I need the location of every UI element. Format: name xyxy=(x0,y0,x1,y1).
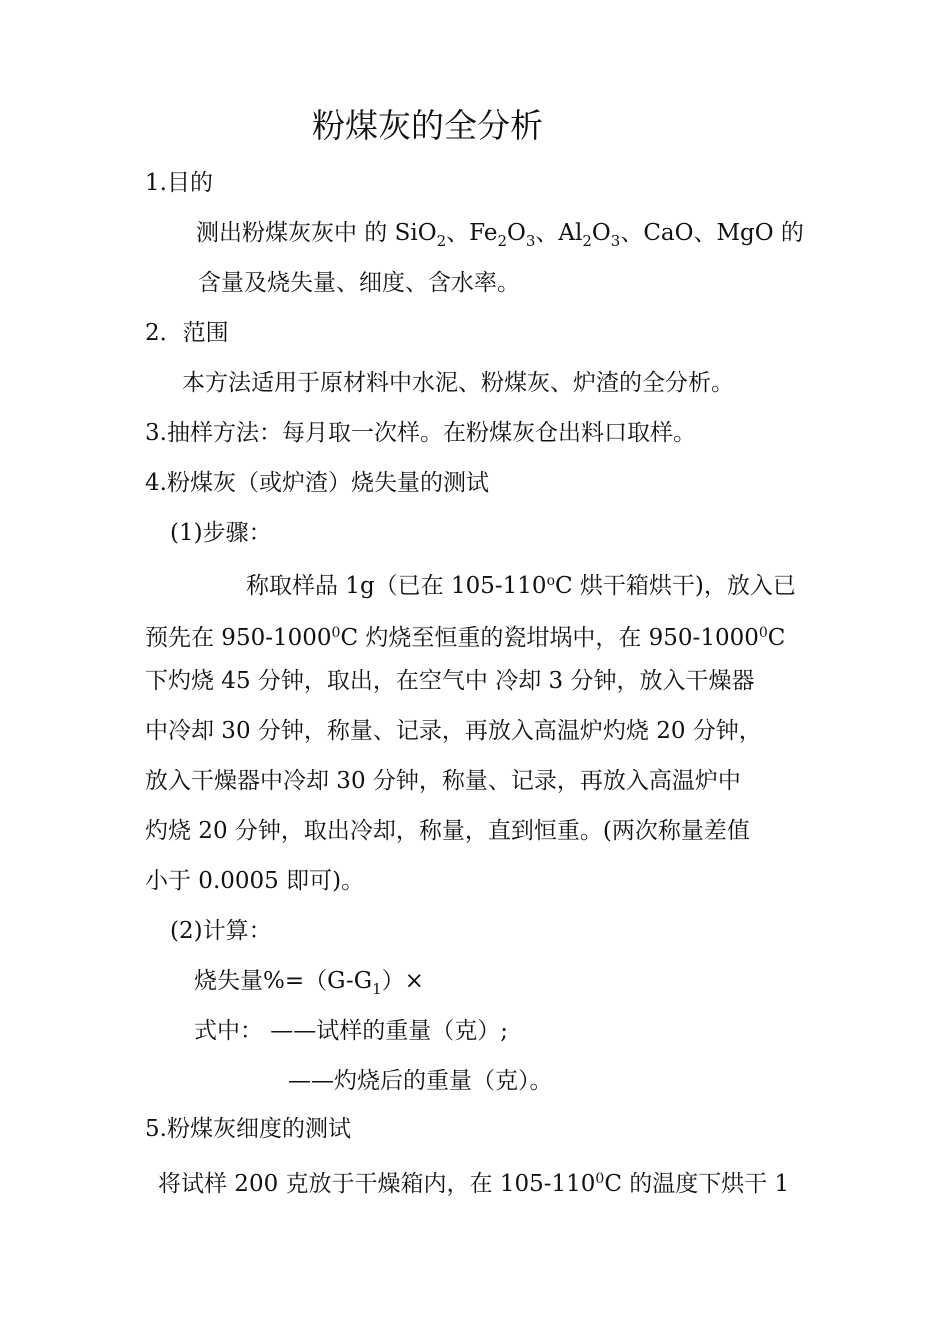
section-5-heading: 5.粉煤灰细度的测试 xyxy=(145,1116,351,1142)
step-paragraph-line-7: 小于 0.0005 即可)。 xyxy=(145,868,365,894)
calc-label: (2)计算： xyxy=(170,918,272,944)
steps-label: (1)步骤： xyxy=(170,520,272,546)
step-paragraph-line-1: 称取样品 1g（已在 105-110$^o$C 烘干箱烘干)，放入已 xyxy=(246,573,796,599)
section-1-line-1: 测出粉煤灰灰中 的 SiO$_2$、$Fe_2O_3$、$Al_2O_3$、CaO、MgO 的 xyxy=(196,220,804,250)
formula-where-line-1: 式中： ——试样的重量（克）; xyxy=(194,1018,509,1044)
step-paragraph-line-3: 下灼烧 45 分钟，取出，在空气中 冷却 3 分钟，放入干燥器 xyxy=(145,668,755,694)
section-1-heading: 1.目的 xyxy=(145,170,213,196)
section-4-heading: 4.粉煤灰（或炉渣）烧失量的测试 xyxy=(145,470,489,496)
section-3-heading: 3.抽样方法：每月取一次样。在粉煤灰仓出料口取样。 xyxy=(145,420,696,446)
formula: 烧失量$\%=(G-G_1)\times$ xyxy=(194,968,424,998)
section-1-line-2: 含量及烧失量、细度、含水率。 xyxy=(198,270,520,296)
step-paragraph-line-2: 预先在 950-1000$^0$C 灼烧至恒重的瓷坩埚中，在 950-1000$^0$C xyxy=(145,625,786,651)
step-paragraph-line-4: 中冷却 30 分钟，称量、记录，再放入高温炉灼烧 20 分钟， xyxy=(145,718,762,744)
step-paragraph-line-6: 灼烧 20 分钟，取出冷却，称量，直到恒重。(两次称量差值 xyxy=(145,818,750,844)
page-title: 粉煤灰的全分析 xyxy=(312,106,543,145)
formula-where-line-2: ——灼烧后的重量（克）。 xyxy=(288,1068,553,1094)
section-2-heading: 2．范围 xyxy=(145,320,229,346)
step-paragraph-line-5: 放入干燥器中冷却 30 分钟，称量、记录，再放入高温炉中 xyxy=(145,768,741,794)
section-5-paragraph-line-1: 将试样 200 克放于干燥箱内，在 $105-110^0C$ 的温度下烘干 1 xyxy=(158,1171,790,1197)
section-2-body: 本方法适用于原材料中水泥、粉煤灰、炉渣的全分析。 xyxy=(182,370,734,396)
